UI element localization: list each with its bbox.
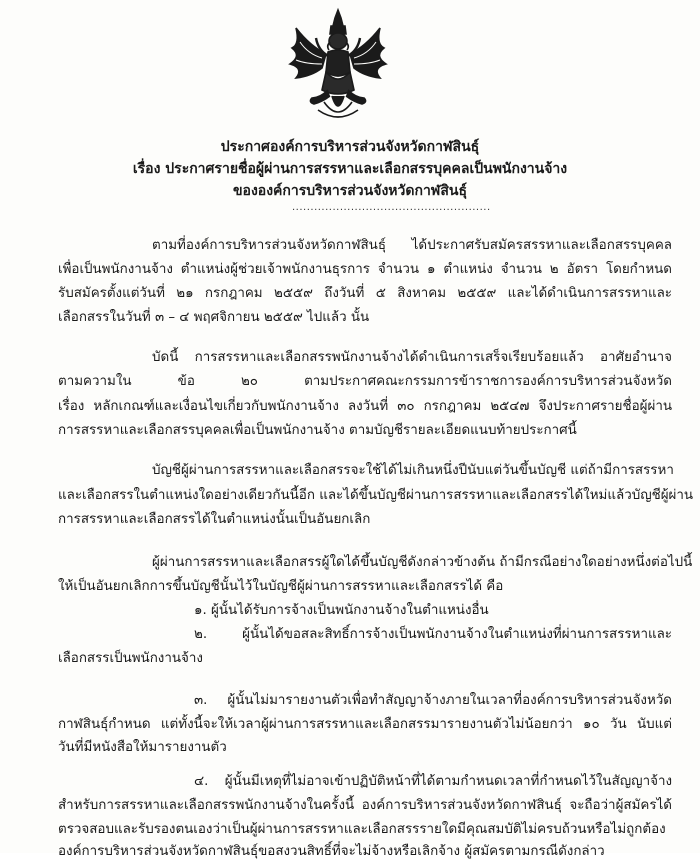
announcement-subject: เรื่อง ประกาศรายชื่อผู้ผ่านการสรรหาและเลือกสรรบุคคลเป็นพนักงานจ้าง: [132, 161, 568, 177]
paragraph-1-line-4: เลือกสรรในวันที่ ๓ – ๔ พฤศจิกายน ๒๕๕๙ ไปแล้ว นั้น: [58, 310, 370, 325]
paragraph-2-line-4: การสรรหาและเลือกสรรบุคคลเพื่อเป็นพนักงานจ้าง ตามบัญชีรายละเอียดแนบท้ายประกาศนี้: [58, 423, 577, 438]
paragraph-2-line-3: เรื่อง หลักเกณฑ์และเงื่อนไขเกี่ยวกับพนักงานจ้าง ลงวันที่ ๓๐ กรกฎาคม ๒๕๔๗ จึงประกาศรายชื่อผู้ผ่าน: [58, 399, 672, 414]
announcement-issuer: ขององค์การบริหารส่วนจังหวัดกาฬสินธุ์: [232, 183, 468, 199]
condition-item-4-line-3: ตรวจสอบและรับรองตนเองว่าเป็นผู้ผ่านการสรรหาและเลือกสรรรายใดมีคุณสมบัติไม่ครบถ้วนหรือไม่ถูกต้อง: [58, 822, 666, 837]
paragraph-4-line-2: ให้เป็นอันยกเลิกการขึ้นบัญชีนั้นไว้ในบัญชีผู้ผ่านการสรรหาและเลือกสรรได้ คือ: [58, 579, 504, 594]
paragraph-1-line-1: ตามที่องค์การบริหารส่วนจังหวัดกาฬสินธุ์ ได้ประกาศรับสมัครสรรหาและเลือกสรรบุคคล: [152, 238, 672, 253]
announcement-title: ประกาศองค์การบริหารส่วนจังหวัดกาฬสินธุ์: [220, 139, 480, 155]
paragraph-4-line-1: ผู้ผ่านการสรรหาและเลือกสรรผู้ใดได้ขึ้นบัญชีดังกล่าวข้างต้น ถ้ามีกรณีอย่างใดอย่างหนึ่งต่อไปนี้: [152, 555, 693, 570]
condition-item-4-line-2: สำหรับการสรรหาและเลือกสรรพนักงานจ้างในครั้งนี้ องค์การบริหารส่วนจังหวัดกาฬสินธุ์ จะถือว่าผู้สมัครได้: [58, 798, 672, 813]
paragraph-3-line-2: และเลือกสรรในตำแหน่งใดอย่างเดียวกันนี้อีก และได้ขึ้นบัญชีผ่านการสรรหาและเลือกสรรได้ใหม่แล้วบัญชีผู้ผ่าน: [58, 488, 694, 503]
header-separator: ......................................................: [292, 202, 491, 213]
condition-item-2-line-1: ๒. ผู้นั้นได้ขอสละสิทธิ์การจ้างเป็นพนักงานจ้างในตำแหน่งที่ผ่านการสรรหาและ: [194, 627, 672, 642]
condition-item-4-line-1: ๔. ผู้นั้นมีเหตุที่ไม่อาจเข้าปฏิบัติหน้าที่ได้ตามกำหนดเวลาที่กำหนดไว้ในสัญญาจ้าง: [194, 774, 672, 789]
paragraph-1-line-3: รับสมัครตั้งแต่วันที่ ๒๑ กรกฎาคม ๒๕๕๙ ถึงวันที่ ๕ สิงหาคม ๒๕๕๙ และได้ดำเนินการสรรหาและ: [58, 286, 672, 301]
paragraph-3-line-1: บัญชีผู้ผ่านการสรรหาและเลือกสรรจะใช้ได้ไม่เกินหนึ่งปีนับแต่วันขึ้นบัญชี แต่ถ้ามีการสรรหา: [152, 463, 674, 478]
garuda-emblem-icon: [282, 6, 394, 124]
paragraph-2-line-1: บัดนี้ การสรรหาและเลือกสรรพนักงานจ้างได้ดำเนินการเสร็จเรียบร้อยแล้ว อาศัยอำนาจ: [152, 350, 672, 365]
condition-item-3-line-1: ๓. ผู้นั้นไม่มารายงานตัวเพื่อทำสัญญาจ้างภายในเวลาที่องค์การบริหารส่วนจังหวัด: [194, 693, 672, 708]
condition-item-4-line-4: องค์การบริหารส่วนจังหวัดกาฬสินธุ์ขอสงวนสิทธิ์ที่จะไม่จ้างหรือเลิกจ้าง ผู้สมัครตามกรณีดังกล่าว: [58, 844, 605, 859]
condition-item-2-line-2: เลือกสรรเป็นพนักงานจ้าง: [58, 651, 203, 666]
paragraph-2-line-2: ตามความใน ข้อ ๒๐ ตามประกาศคณะกรรมการข้าราชการองค์การบริหารส่วนจังหวัด: [58, 374, 672, 389]
paragraph-1-line-2: เพื่อเป็นพนักงานจ้าง ตำแหน่งผู้ช่วยเจ้าพนักงานธุรการ จำนวน ๑ ตำแหน่ง จำนวน ๒ อัตรา โดยกำหนด: [58, 262, 672, 277]
condition-item-1: ๑. ผู้นั้นได้รับการจ้างเป็นพนักงานจ้างในตำแหน่งอื่น: [194, 603, 489, 618]
paragraph-3-line-3: การสรรหาและเลือกสรรได้ในตำแหน่งนั้นเป็นอันยกเลิก: [58, 512, 371, 527]
condition-item-3-line-3: วันที่มีหนังสือให้มารายงานตัว: [58, 740, 227, 755]
condition-item-3-line-2: กาฬสินธุ์กำหนด แต่ทั้งนี้จะให้เวลาผู้ผ่านการสรรหาและเลือกสรรมารายงานตัวไม่น้อยกว่า ๑๐ วัน นับแต่: [58, 717, 672, 732]
